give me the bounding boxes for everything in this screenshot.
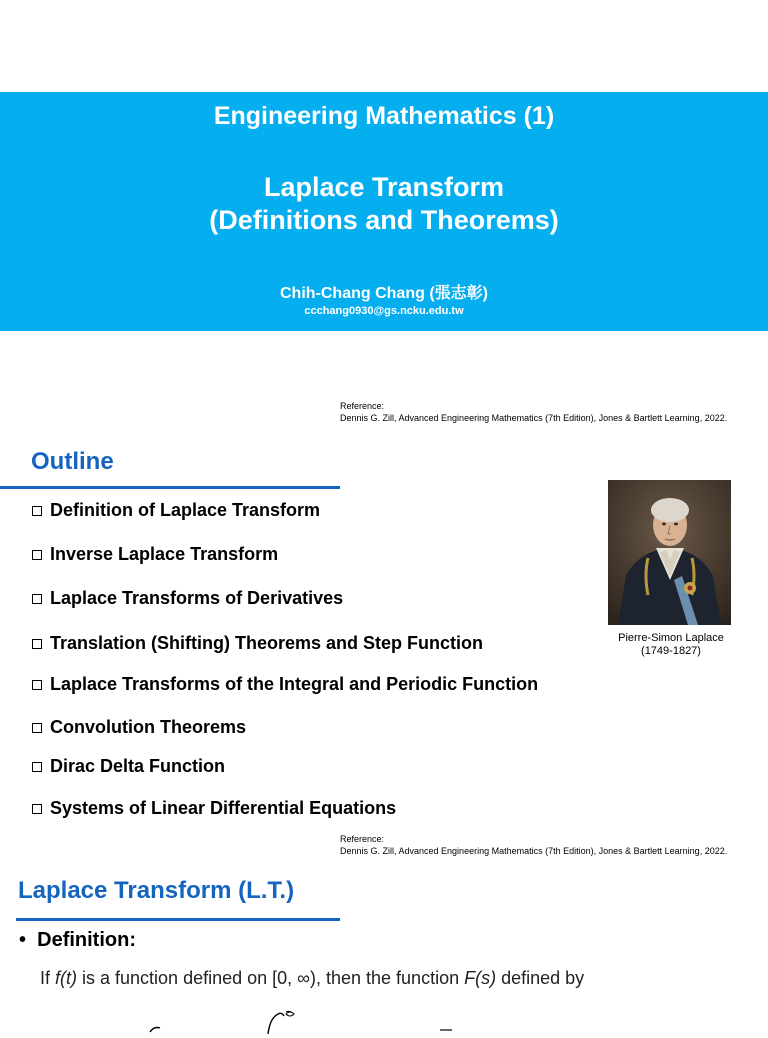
portrait-illustration (608, 480, 731, 625)
laplace-section-divider (16, 918, 340, 921)
outline-item: Dirac Delta Function (32, 756, 225, 777)
checkbox-icon (32, 639, 42, 649)
reference-label: Reference: (340, 401, 385, 411)
author-name: Chih-Chang Chang (張志彰) (280, 285, 488, 302)
checkbox-icon (32, 680, 42, 690)
outline-divider (0, 486, 340, 489)
course-title: Engineering Mathematics (1) (213, 102, 555, 130)
checkbox-icon (32, 762, 42, 772)
checkbox-icon (32, 723, 42, 733)
outline-item: Laplace Transforms of Derivatives (32, 588, 343, 609)
title-banner (0, 92, 768, 331)
checkbox-icon (32, 506, 42, 516)
reference-text: Dennis G. Zill, Advanced Engineering Mathematics (7th Edition), Jones & Bartlett Learning, 2022. (340, 413, 728, 423)
checkbox-icon (32, 550, 42, 560)
bullet-icon: • (19, 929, 38, 951)
outline-item: Translation (Shifting) Theorems and Step Function (32, 633, 483, 654)
laplace-section-title: Laplace Transform (L.T.) (18, 877, 295, 904)
definition-bullet (19, 929, 136, 952)
outline-item: Inverse Laplace Transform (32, 544, 278, 565)
portrait-caption-years: (1749-1827) (641, 645, 701, 657)
checkbox-icon (32, 594, 42, 604)
reference-text: Dennis G. Zill, Advanced Engineering Mathematics (7th Edition), Jones & Bartlett Learning, 2022. (340, 846, 728, 856)
laplace-formula-partial (140, 1008, 500, 1038)
outline-title: Outline (31, 448, 114, 475)
laplace-portrait (608, 480, 731, 625)
portrait-caption-name: Pierre-Simon Laplace (618, 632, 724, 644)
slide-title-line1: Laplace Transform (263, 172, 505, 202)
definition-label: Definition: (37, 929, 136, 951)
outline-item: Convolution Theorems (32, 717, 246, 738)
outline-item: Laplace Transforms of the Integral and Periodic Function (32, 674, 538, 695)
slide-title-line2: (Definitions and Theorems) (209, 205, 559, 235)
checkbox-icon (32, 804, 42, 814)
outline-item: Systems of Linear Differential Equations (32, 798, 396, 819)
definition-text: If f(t) is a function defined on [0, ∞), then the function F(s) defined by (40, 968, 585, 988)
outline-item: Definition of Laplace Transform (32, 500, 320, 521)
reference-note (340, 400, 727, 424)
portrait-caption (597, 632, 745, 658)
reference-note (340, 833, 727, 857)
author-email: ccchang0930@gs.ncku.edu.tw (304, 305, 464, 317)
reference-label: Reference: (340, 834, 385, 844)
